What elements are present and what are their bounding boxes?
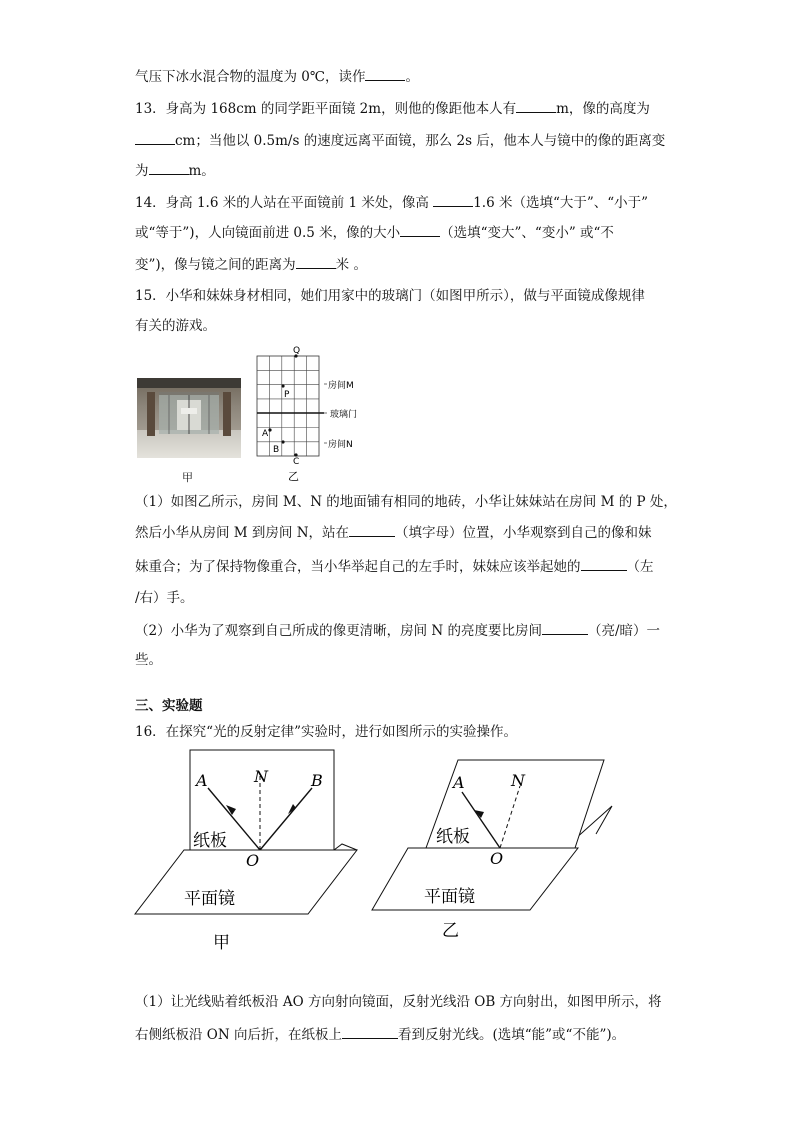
- answer-blank[interactable]: [149, 160, 189, 175]
- answer-blank[interactable]: [342, 1024, 398, 1039]
- label-paper-board: 纸板: [436, 827, 470, 847]
- q12-text: 气压下冰水混合物的温度为 0℃，读作 。: [135, 66, 419, 87]
- q15-p2-line-1: （2）小华为了观察到自己所成的像更清晰，房间 N 的亮度要比房间 （亮/暗）一: [135, 620, 660, 641]
- grid-border: [257, 356, 319, 456]
- label-paper-board: 纸板: [193, 831, 227, 851]
- answer-blank[interactable]: [349, 522, 395, 537]
- q13-line-2: cm；当他以 0.5m/s 的速度远离平面镜，那么 2s 后，他本人与镜中的像的距离变: [135, 130, 665, 151]
- label-mirror: 平面镜: [184, 889, 235, 909]
- point-p: [281, 384, 284, 387]
- answer-blank[interactable]: [400, 222, 440, 237]
- answer-blank[interactable]: [296, 254, 336, 269]
- figure-caption-yi: 乙: [442, 921, 459, 941]
- point-b: [281, 440, 284, 443]
- section-title: 三、实验题: [135, 698, 203, 714]
- q14-line-2: 或“等于”)，人向镜面前进 0.5 米，像的大小 （选填“变大”、“变小” 或“不: [135, 222, 614, 243]
- label-a: A: [453, 773, 465, 792]
- label-q: Q: [293, 346, 301, 356]
- label-room-m: 房间M: [328, 381, 354, 391]
- q15-p1-line-2: 然后小华从房间 M 到房间 N，站在 （填字母）位置，小华观察到自己的像和妹: [135, 522, 652, 543]
- q15-p1-line-3: 妹重合；为了保持物像重合，当小华举起自己的左手时，妹妹应该举起她的 （左: [135, 556, 654, 577]
- figure-caption-jia: 甲: [182, 471, 193, 484]
- q13-line-1: 13．身高为 168cm 的同学距平面镜 2m，则他的像距他本人有 m，像的高度为: [135, 98, 650, 119]
- label-o: O: [246, 851, 260, 870]
- label-a: A: [196, 771, 208, 790]
- label-c: C: [293, 457, 300, 467]
- q16-p1-line-1: （1）让光线贴着纸板沿 AO 方向射向镜面，反射光线沿 OB 方向射出，如图甲所示，将: [135, 994, 662, 1010]
- q14-line-1: 14．身高 1.6 米的人站在平面镜前 1 米处，像高 1.6 米（选填“大于”、“小于”: [135, 192, 648, 213]
- point-a: [268, 428, 271, 431]
- q13-line-3: 为 m。: [135, 160, 215, 181]
- answer-blank[interactable]: [365, 66, 405, 81]
- label-glass-door: 玻璃门: [330, 410, 358, 420]
- answer-blank[interactable]: [516, 98, 556, 113]
- reflection-figure-jia: [130, 748, 375, 958]
- glass-door-photo: [137, 378, 241, 458]
- q15-line-1: 15．小华和妹妹身材相同，她们用家中的玻璃门（如图甲所示），做与平面镜成像规律: [135, 288, 645, 304]
- answer-blank[interactable]: [581, 556, 627, 571]
- answer-blank[interactable]: [542, 620, 588, 635]
- q14-line-3: 变”)，像与镜之间的距离为 米 。: [135, 254, 367, 275]
- figure-caption-yi: 乙: [288, 470, 299, 483]
- label-room-n: 房间N: [328, 440, 353, 450]
- label-mirror: 平面镜: [424, 887, 475, 907]
- q15-p1-line-1: （1）如图乙所示，房间 M、N 的地面铺有相同的地砖，小华让妹妹站在房间 M 的 P 处，: [135, 494, 677, 510]
- grid-lines: [257, 356, 319, 456]
- label-n: N: [511, 771, 525, 790]
- label-b: B: [311, 771, 323, 790]
- reflection-figure-yi: [370, 756, 620, 946]
- label-p: P: [284, 390, 290, 400]
- label-a: A: [262, 429, 269, 439]
- room-grid-figure: [250, 344, 370, 484]
- answer-blank[interactable]: [135, 130, 175, 145]
- q15-p1-line-4: /右）手。: [135, 590, 194, 606]
- answer-blank[interactable]: [433, 192, 473, 207]
- q16-p1-line-2: 右侧纸板沿 ON 向后折，在纸板上 看到反射光线。(选填“能”或“不能”)。: [135, 1024, 625, 1045]
- mirror-plane: [372, 848, 578, 910]
- label-n: N: [254, 767, 268, 786]
- label-o: O: [490, 849, 504, 868]
- q16-line-1: 16．在探究“光的反射定律”实验时，进行如图所示的实验操作。: [135, 724, 517, 740]
- label-b: B: [273, 445, 280, 455]
- q15-line-2: 有关的游戏。: [135, 318, 216, 334]
- figure-caption-jia: 甲: [213, 933, 230, 953]
- q15-p2-line-2: 些。: [135, 652, 162, 668]
